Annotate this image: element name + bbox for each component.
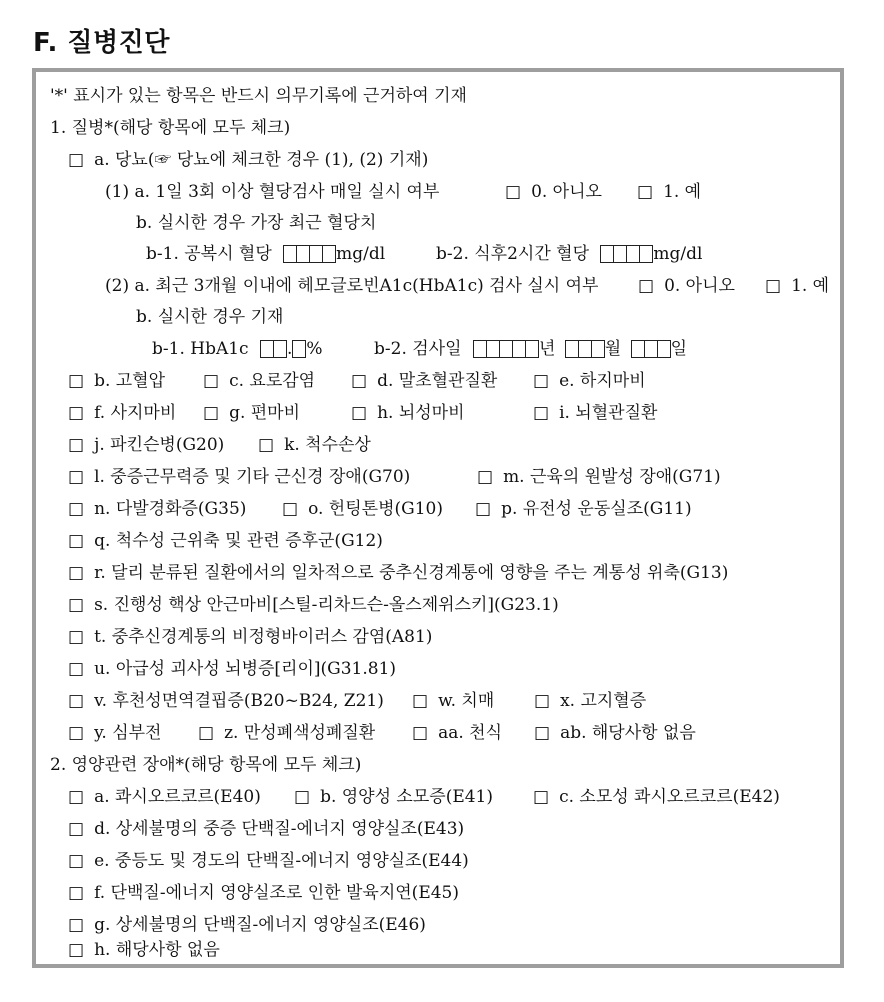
q2-row-abc [68,785,798,809]
q2-row-h [68,938,220,962]
q1-row-yzaaab [68,721,788,745]
q1-e-label: e. 하지마비 [559,371,646,391]
q1-row-vwx [68,689,788,713]
q1-a-s2-b1 [152,337,323,361]
year-label: 년 [538,339,556,359]
q1-p-label: p. 유전성 운동실조(G11) [501,499,692,519]
checkbox-q2-b[interactable]: □ [294,787,311,807]
checkbox-q1-e[interactable]: □ [533,371,550,391]
q2-g-label: g. 상세불명의 단백질-에너지 영양실조(E46) [94,915,426,935]
month-label: 월 [604,339,622,359]
q1-a-s1-question: (1) a. 1일 3회 이상 혈당검사 매일 실시 여부 [105,182,440,202]
checkbox-q1-a-s1-no[interactable]: □ [505,182,522,202]
q1-a-s1-b2-label: b-2. 식후2시간 혈당 [436,244,590,264]
checkbox-q1-d[interactable]: □ [351,371,368,391]
q1-a-s2-opt1 [765,274,829,298]
q1-a-s2-row [105,274,835,298]
q1-t-label: t. 중추신경계통의 비정형바이러스 감염(A81) [94,627,433,647]
checkbox-q2-g[interactable]: □ [68,915,85,935]
checkbox-q1-x[interactable]: □ [534,691,551,711]
q1-a-s2-b2 [374,337,687,361]
checkbox-q1-h[interactable]: □ [351,403,368,423]
q1-a-s1-b1-unit: mg/dl [336,244,386,264]
q1-s-label: s. 진행성 핵상 안근마비[스틸-리차드슨-올스제위스키](G23.1) [94,595,559,615]
q1-a-s1-row [105,180,825,204]
q1-u-label: u. 아급성 괴사성 뇌병증[리이](G31.81) [94,659,397,679]
q1-a-s2-b2-label: b-2. 검사일 [374,339,462,359]
hba1c-int-input[interactable] [260,340,287,358]
q1-row-fghi [68,401,788,425]
q1-row-lm [68,465,788,489]
q1-row-jk [68,433,788,457]
checkbox-q1-r[interactable]: □ [68,563,85,583]
checkbox-q1-o[interactable]: □ [282,499,299,519]
checkbox-q1-u[interactable]: □ [68,659,85,679]
hba1c-dec-input[interactable] [292,340,306,358]
q1-a-row [68,148,428,172]
checkbox-q1-t[interactable]: □ [68,627,85,647]
hba1c-dot: . [286,339,293,359]
q1-l-label: l. 중증근무력증 및 기타 근신경 장애(G70) [94,467,411,487]
q1-n-label: n. 다발경화증(G35) [94,499,247,519]
q1-r-label: r. 달리 분류된 질환에서의 일차적으로 중추신경계통에 영향을 주는 계통성 위축(G13) [94,563,729,583]
q1-a-s1-b2-unit: mg/dl [653,244,703,264]
q1-a-s1-b-row [146,242,826,266]
fasting-glucose-input[interactable] [283,245,336,263]
checkbox-q1-a-s1-yes[interactable]: □ [637,182,654,202]
checkbox-q1-g[interactable]: □ [203,403,220,423]
test-day-input[interactable] [631,340,671,358]
q1-z-label: z. 만성폐색성폐질환 [224,723,376,743]
q1-q-label: q. 척수성 근위축 및 관련 증후군(G12) [94,531,383,551]
q1-y-label: y. 심부전 [94,723,162,743]
checkbox-q1-b[interactable]: □ [68,371,85,391]
q1-v-label: v. 후천성면역결핍증(B20~B24, Z21) [94,691,384,711]
q1-d-label: d. 말초혈관질환 [377,371,498,391]
q2-heading: 2. 영양관련 장애*(해당 항목에 모두 체크) [50,755,362,775]
q1-a-label: a. 당뇨(☞ 당뇨에 체크한 경우 (1), (2) 기재) [94,150,429,170]
checkbox-q1-s[interactable]: □ [68,595,85,615]
checkbox-q2-e[interactable]: □ [68,851,85,871]
q1-a-s2-b1-label: b-1. HbA1c [152,339,249,359]
q1-a-s1-b1-label: b-1. 공복시 혈당 [146,244,272,264]
checkbox-q1-k[interactable]: □ [258,435,275,455]
checkbox-q1-v[interactable]: □ [68,691,85,711]
checkbox-q1-m[interactable]: □ [477,467,494,487]
checkbox-q2-h[interactable]: □ [68,940,85,960]
q1-x-label: x. 고지혈증 [560,691,647,711]
checkbox-q1-z[interactable]: □ [198,723,215,743]
q1-a-s1-opt1 [637,180,701,204]
q1-a-s2-b-label: b. 실시한 경우 기재 [136,307,284,327]
q2-e-label: e. 중등도 및 경도의 단백질-에너지 영양실조(E44) [94,851,469,871]
q1-aa-label: aa. 천식 [438,723,502,743]
q1-a-s1-b1 [146,242,385,266]
postprandial-glucose-input[interactable] [600,245,653,263]
checkbox-q1-a-s2-no[interactable]: □ [638,276,655,296]
checkbox-q1-q[interactable]: □ [68,531,85,551]
test-year-input[interactable] [473,340,539,358]
checkbox-q1-a-s2-yes[interactable]: □ [765,276,782,296]
q1-a-s2-opt0-label: 0. 아니오 [664,276,735,296]
q2-row-d [68,817,464,841]
q1-row-nop [68,497,788,521]
q1-i-label: i. 뇌혈관질환 [559,403,658,423]
q1-a-s1-opt0-label: 0. 아니오 [531,182,602,202]
q1-g-label: g. 편마비 [229,403,301,423]
q1-k-label: k. 척수손상 [284,435,371,455]
checkbox-q1-p[interactable]: □ [475,499,492,519]
checkbox-q1-l[interactable]: □ [68,467,85,487]
q1-a-s2-opt0 [638,274,735,298]
q1-a-s1-opt0 [505,180,602,204]
day-label: 일 [670,339,688,359]
q1-row-bcde [68,369,788,393]
q1-a-s2-b1-unit: % [306,339,323,359]
q2-row-f [68,881,459,905]
q1-f-label: f. 사지마비 [94,403,177,423]
q1-a-s1-b-label: b. 실시한 경우 가장 최근 혈당치 [136,213,377,233]
q1-ab-label: ab. 해당사항 없음 [560,723,696,743]
q1-row-u [68,657,396,681]
q1-a-s2-b-row [152,337,792,361]
q1-row-r [68,561,728,585]
q2-b-label: b. 영양성 소모증(E41) [320,787,493,807]
checkbox-q1-a[interactable]: □ [68,150,85,170]
q1-row-s [68,593,559,617]
instruction-note: '*' 표시가 있는 항목은 반드시 의무기록에 근거하여 기재 [50,86,467,106]
checkbox-q1-i[interactable]: □ [533,403,550,423]
q1-j-label: j. 파킨슨병(G20) [94,435,225,455]
checkbox-q1-n[interactable]: □ [68,499,85,519]
q1-o-label: o. 헌팅톤병(G10) [308,499,443,519]
q1-row-t [68,625,432,649]
q1-a-s1-b2 [436,242,702,266]
q1-c-label: c. 요로감염 [229,371,316,391]
q2-row-g [68,913,426,937]
q1-h-label: h. 뇌성마비 [377,403,465,423]
q2-c-label: c. 소모성 콰시오르코르(E42) [559,787,780,807]
checkbox-q2-a[interactable]: □ [68,787,85,807]
q2-h-label: h. 해당사항 없음 [94,940,220,960]
checkbox-q1-c[interactable]: □ [203,371,220,391]
checkbox-q1-j[interactable]: □ [68,435,85,455]
q1-a-s2-question: (2) a. 최근 3개월 이내에 헤모글로빈A1c(HbA1c) 검사 실시 여부 [105,276,599,296]
q1-a-s1-opt1-label: 1. 예 [663,182,702,202]
q1-b-label: b. 고혈압 [94,371,166,391]
checkbox-q1-aa[interactable]: □ [412,723,429,743]
section-title: F. 질병진단 [33,28,170,58]
q1-w-label: w. 치매 [438,691,495,711]
checkbox-q1-y[interactable]: □ [68,723,85,743]
checkbox-q2-f[interactable]: □ [68,883,85,903]
q1-m-label: m. 근육의 원발성 장애(G71) [503,467,721,487]
checkbox-q1-f[interactable]: □ [68,403,85,423]
q2-row-e [68,849,469,873]
test-month-input[interactable] [565,340,605,358]
q2-f-label: f. 단백질-에너지 영양실조로 인한 발육지연(E45) [94,883,459,903]
checkbox-q1-w[interactable]: □ [412,691,429,711]
checkbox-q2-c[interactable]: □ [533,787,550,807]
q1-a-s2-opt1-label: 1. 예 [791,276,830,296]
checkbox-q2-d[interactable]: □ [68,819,85,839]
q1-heading: 1. 질병*(해당 항목에 모두 체크) [50,118,291,138]
q1-row-q [68,529,383,553]
checkbox-q1-ab[interactable]: □ [534,723,551,743]
q2-a-label: a. 콰시오르코르(E40) [94,787,261,807]
q2-d-label: d. 상세불명의 중증 단백질-에너지 영양실조(E43) [94,819,465,839]
